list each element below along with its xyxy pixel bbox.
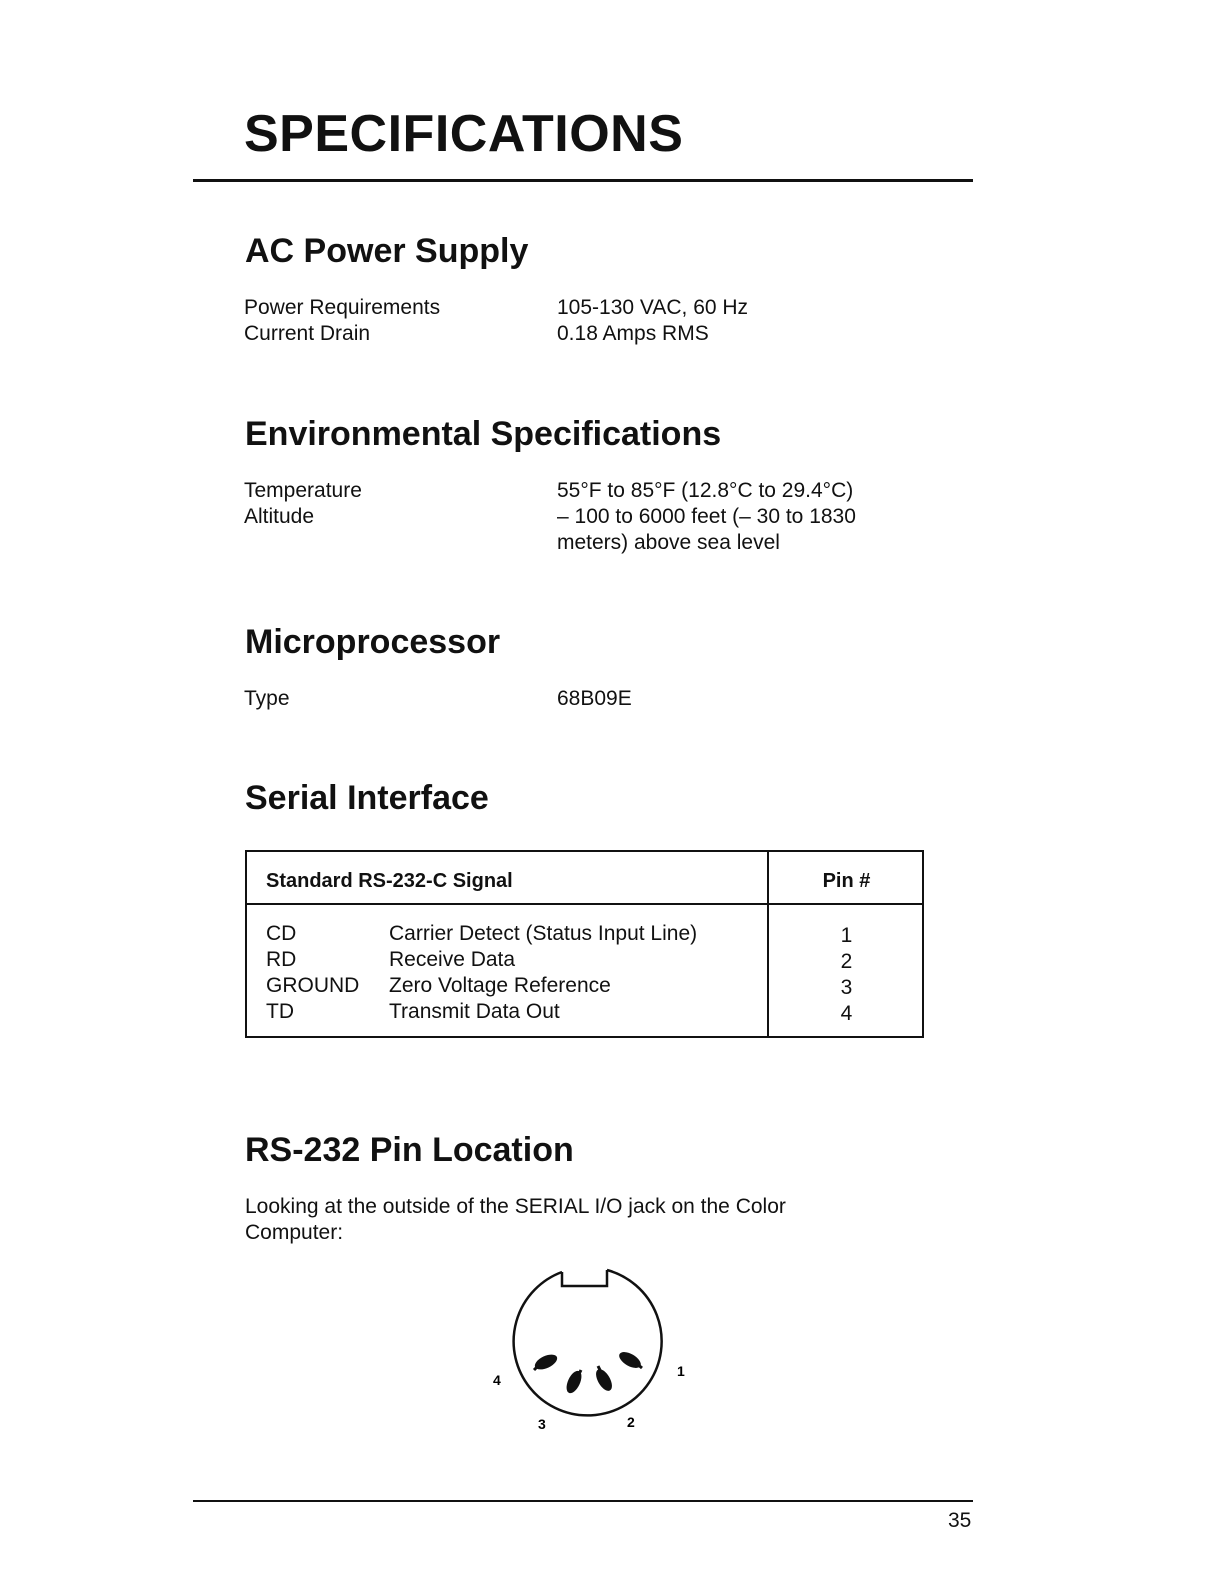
pin-label-3: 3 (538, 1416, 546, 1432)
footer-rule (193, 1500, 973, 1502)
connector-key-notch (562, 1270, 607, 1286)
altitude-value-line-1: – 100 to 6000 feet (– 30 to 1830 (557, 505, 856, 528)
pin-2-contact (593, 1367, 615, 1394)
type-row (0, 686, 1224, 712)
table-header-pin: Pin # (822, 870, 871, 892)
temperature-value: 55°F to 85°F (12.8°C to 29.4°C) (557, 479, 854, 502)
signal-desc: Zero Voltage Reference (389, 974, 611, 997)
pin-label-1: 1 (677, 1363, 685, 1379)
table-header-signal: Standard RS-232-C Signal (266, 870, 513, 892)
environmental-heading: Environmental Specifications (245, 415, 722, 453)
pin-label-4: 4 (493, 1372, 501, 1388)
page-title: SPECIFICATIONS (244, 105, 684, 163)
signal-desc: Receive Data (389, 948, 516, 971)
signal-abbr: GROUND (266, 974, 360, 997)
pin-1-contact (617, 1349, 644, 1371)
table-header-divider (247, 903, 922, 905)
pin-location-heading: RS-232 Pin Location (245, 1131, 574, 1169)
title-rule (193, 179, 973, 182)
signal-pin: 3 (840, 976, 853, 999)
pin-label-2: 2 (627, 1414, 635, 1430)
signal-desc: Carrier Detect (Status Input Line) (389, 922, 698, 945)
signal-abbr: CD (266, 922, 297, 945)
type-label: Type (244, 687, 290, 710)
signal-abbr: RD (266, 948, 297, 971)
altitude-row (0, 504, 1224, 556)
signal-pin: 1 (840, 924, 853, 947)
type-value: 68B09E (557, 687, 632, 710)
page-number: 35 (948, 1509, 972, 1532)
current-drain-value: 0.18 Amps RMS (557, 322, 709, 345)
altitude-value-line-2: meters) above sea level (557, 531, 780, 554)
temperature-row (0, 478, 1224, 504)
ac-power-heading: AC Power Supply (245, 232, 529, 270)
signal-desc: Transmit Data Out (389, 1000, 560, 1023)
temperature-label: Temperature (244, 479, 362, 502)
signal-pin: 4 (840, 1002, 853, 1025)
current-drain-row (0, 321, 1224, 347)
altitude-label: Altitude (244, 505, 315, 528)
din-connector-diagram (480, 1258, 700, 1438)
serial-heading: Serial Interface (245, 779, 489, 817)
power-requirements-label: Power Requirements (244, 296, 441, 319)
signal-abbr: TD (266, 1000, 294, 1023)
power-requirements-row (0, 295, 1224, 321)
current-drain-label: Current Drain (244, 322, 371, 345)
connector-outline (514, 1270, 662, 1415)
signal-pin: 2 (840, 950, 853, 973)
microprocessor-heading: Microprocessor (245, 623, 501, 661)
signal-table (245, 850, 924, 1038)
pin-location-description: Looking at the outside of the SERIAL I/O jack on the Color Computer: (245, 1195, 786, 1244)
power-requirements-value: 105-130 VAC, 60 Hz (557, 296, 749, 319)
